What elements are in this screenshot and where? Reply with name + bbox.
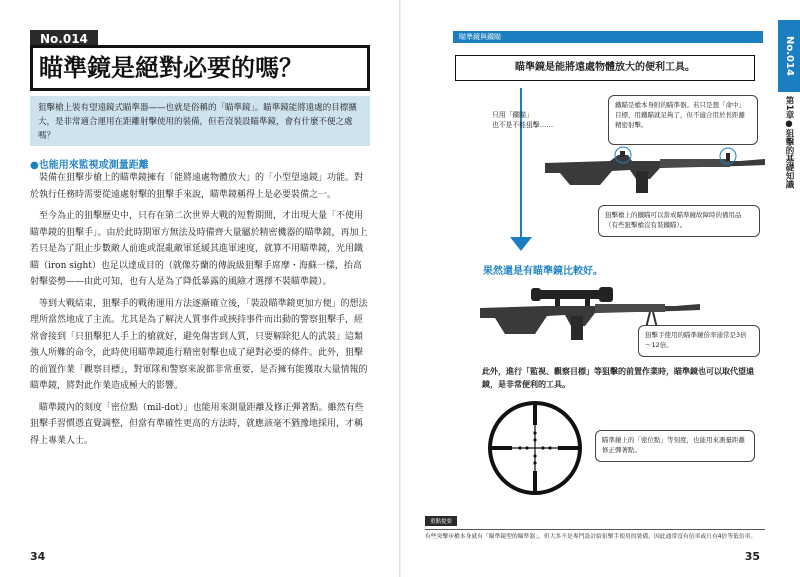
reticle-post xyxy=(490,446,512,450)
page-number-right: 35 xyxy=(744,550,760,563)
paragraph: 瞄準鏡內的刻度「密位點（mil-dot）」也能用來測量距離及修正彈著點。雖然有些狙擊手習慣憑直覺調整，但當有準確性更高的方法時，就應該毫不猶豫地採用，才稱得上專業人士。 xyxy=(30,402,364,446)
mil-dot xyxy=(533,438,536,441)
page-number-left: 34 xyxy=(30,550,46,563)
rifle-ironsight-illustration xyxy=(540,145,770,205)
callout-ironsight: 鐵瞄是槍本身附的瞄準器。若只是想「命中」目標，用鐵瞄就足夠了，但不適合用於長距離精密射擊。 xyxy=(608,95,758,145)
scope-mount xyxy=(555,299,560,306)
intro-box: 狙擊槍上裝有望遠鏡式瞄準器——也就是俗稱的「瞄準鏡」。瞄準鏡能將遠處的目標擴大，是非常適合運用在距離射擊使用的裝備，但若沒裝設瞄準鏡，會有什麼不便之處嗎？ xyxy=(30,96,370,146)
mil-dot xyxy=(548,446,551,449)
conclusion-text: 果然還是有瞄準鏡比較好。 xyxy=(483,266,603,277)
callout-mildot: 瞄準鏡上的「密位點」等刻度，也能用來測量距離修正彈著點。 xyxy=(595,430,755,462)
memo-divider xyxy=(425,529,765,530)
paragraph: 裝備在狙擊步槍上的瞄準鏡擁有「能將遠處物體放大」的「小型望遠鏡」功能。對於執行任務時需要從遠處射擊的狙擊手來說，瞄準鏡稱得上是必要裝備之一。 xyxy=(30,173,364,200)
ironsight-note xyxy=(492,110,553,130)
reticle-post xyxy=(533,471,537,493)
article-title: 瞄準鏡是絕對必要的嗎？ xyxy=(30,45,370,91)
rifle-magazine xyxy=(571,316,583,340)
ironsight-note-line: 只用「鐵瞄」 xyxy=(492,111,533,119)
rifle-handguard xyxy=(595,304,665,312)
article-number-tag: No.014 xyxy=(30,30,98,48)
reticle-post xyxy=(558,446,580,450)
mil-dot xyxy=(533,461,536,464)
mil-dot xyxy=(533,431,536,434)
alternative-use-text: 此外，進行「監視、觀察目標」等狙擊的前置作業時，瞄準鏡也可以取代望遠鏡，是非常便利的工具。 xyxy=(482,367,754,389)
rear-iron-sight xyxy=(620,151,625,157)
chapter-side-tab xyxy=(778,0,800,577)
side-chapter-title: 第1章●狙擊的基礎知識 xyxy=(784,96,794,189)
side-article-number: No.014 xyxy=(778,20,800,92)
scope-eyepiece xyxy=(531,288,541,301)
mil-dot xyxy=(541,446,544,449)
mildot-reticle-illustration xyxy=(485,398,585,498)
memo-text: 有些突擊步槍本身就有「瞄準鏡型的瞄準器」，但大多不是專門設計給狙擊手使用的裝備，因此通常沒有倍率或只有4倍等低倍率。 xyxy=(425,534,757,540)
body-text xyxy=(30,170,370,454)
ironsight-note-line: 也不是不能狙擊…… xyxy=(492,121,554,129)
callout-magnification: 狙擊手使用的瞄準鏡倍率通常是3倍～12倍。 xyxy=(638,325,760,357)
flow-arrow-head xyxy=(510,237,532,251)
mil-dot xyxy=(533,454,536,457)
definition-box: 瞄準鏡是能將遠處物體放大的便利工具。 xyxy=(455,55,755,81)
section-heading: ●也能用來監視或測量距離 xyxy=(30,160,149,171)
rifle-handguard xyxy=(660,159,730,167)
memo-box xyxy=(425,508,765,541)
mil-dot xyxy=(525,446,528,449)
diagram-heading: 瞄準鏡與鐵瞄 xyxy=(453,31,763,43)
rifle-body xyxy=(545,155,765,185)
paragraph: 等到大戰結束，狙擊手的戰術運用方法逐漸確立後，「裝設瞄準鏡更加方便」的想法理所當然地成了主流。尤其是為了解決人質事件或挾持事件而出動的警察狙擊手，經常會接到「只狙擊犯人手上的槍就好，避免傷害到人質，只要解除犯人的武裝」這類強人所難的命令，此時使用瞄準鏡進行精密射擊也成了絕對必要的條件。此外，狙擊的前置作業「觀察目標」，對軍隊和警察來說都非常重要，是否擁有能獲取大量情報的瞄準鏡，將對此作業造成極大的影響。 xyxy=(30,298,368,391)
front-iron-sight xyxy=(726,153,730,161)
paragraph: 至今為止的狙擊歷史中，只有在第二次世界大戰的短暫期間，才出現大量「不使用瞄準鏡的狙擊手」。由於此時期軍方無法及時備齊大量屬於精密機器的瞄準鏡，再加上若只是為了阻止步數敵人前進或混亂敵軍延緩其進軍速度，就算不用瞄準鏡，光用鐵瞄（iron sight）也足以達成目的（就像芬蘭的傳說級狙擊手席摩・海蘇一樣，抬高射擊姿勢——由此可知，也有人是為了降低暴露的風險才選擇不裝瞄準鏡）。 xyxy=(30,211,368,287)
scope-tube xyxy=(537,290,607,299)
scope-objective xyxy=(599,287,613,302)
right-page xyxy=(400,0,800,577)
scope-mount xyxy=(585,299,590,306)
rifle-magazine xyxy=(636,171,648,193)
mil-dot xyxy=(518,446,521,449)
reticle-post xyxy=(533,403,537,425)
callout-backup-sight: 狙擊槍上的鐵瞄可以當成瞄準鏡故障時的備用品（有些狙擊槍沒有裝鐵瞄）。 xyxy=(598,205,760,237)
memo-label: 重點提要 xyxy=(425,516,457,526)
